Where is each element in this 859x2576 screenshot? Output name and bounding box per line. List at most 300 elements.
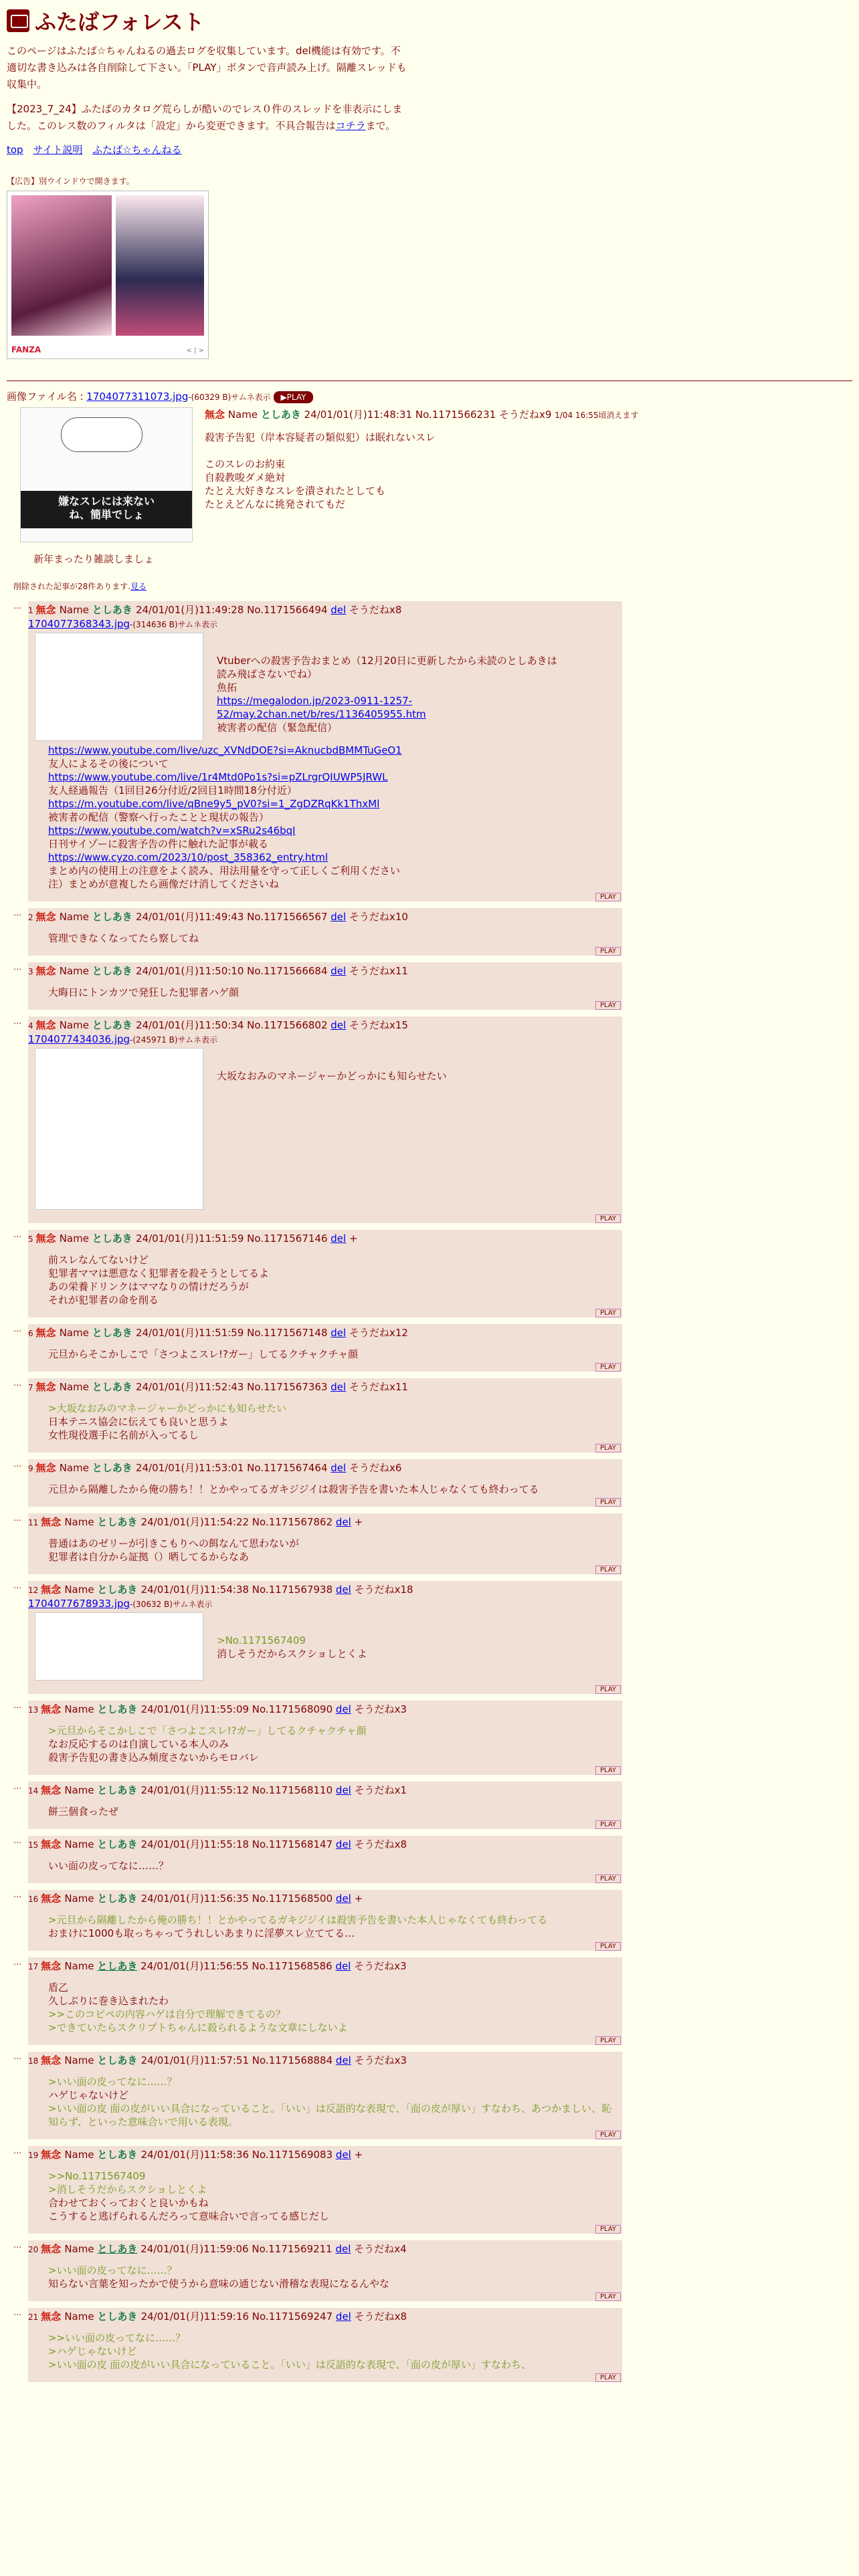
spacer [28, 2371, 618, 2382]
del-link[interactable]: del [335, 1584, 351, 1596]
response-thumbnail[interactable] [35, 1612, 203, 1681]
response-body [48, 1981, 618, 2034]
response-dots: … [13, 1890, 21, 1899]
spacer [28, 1307, 618, 1317]
response-text: いい面の皮ってなに……？ [48, 1860, 169, 1872]
response-number: 9 [28, 1464, 36, 1473]
response-url-link[interactable]: 52/may.2chan.net/b/res/1136405955.htm [217, 708, 426, 720]
response-row [13, 1230, 622, 1317]
op-post [20, 407, 852, 542]
response-name-label: Name [64, 1584, 98, 1596]
response-row [13, 1378, 622, 1453]
response-row [13, 908, 622, 956]
response-body [48, 932, 618, 945]
soudane-button[interactable]: そうだねx12 [349, 1327, 408, 1339]
response-cell [28, 2052, 622, 2139]
del-link[interactable]: del [330, 1232, 347, 1245]
response-cell [28, 962, 622, 1010]
del-link[interactable]: del [330, 1327, 347, 1339]
soudane-button[interactable]: そうだねx6 [349, 1462, 402, 1474]
response-text: 被害者の配信（緊急配信） [217, 722, 338, 734]
response-text: 注）まとめが意複したら画像だけ消してくださいね [48, 878, 280, 890]
response-name: としあき [97, 1784, 141, 1796]
response-header [28, 2053, 618, 2068]
response-header [28, 1018, 618, 1033]
op-body [205, 407, 639, 542]
response-datetime: 24/01/01(月)11:55:18 No.1171568147 [140, 1838, 336, 1850]
response-body [48, 1913, 618, 1940]
response-name-link[interactable]: としあき [97, 1960, 138, 1972]
response-url-link[interactable]: https://m.youtube.com/live/qBne9y5_pV0?si=1_ZgDZRqKk1ThxMl [48, 798, 380, 810]
response-row [13, 1459, 622, 1507]
response-dots: … [13, 2146, 21, 2155]
response-name: としあき [92, 1019, 136, 1031]
response-number: 6 [28, 1329, 36, 1338]
response-name: としあき [97, 1893, 141, 1905]
response-text: 元旦からそこかしこで「さつよこスレ!?ガー」してるクチャクチャ顔 [48, 1348, 359, 1360]
response-file-line [28, 1598, 618, 1610]
response-row [13, 2146, 622, 2234]
soudane-button[interactable]: そうだねx3 [354, 1960, 407, 1972]
response-body [48, 1402, 618, 1442]
response-subject: 無念 [35, 965, 60, 977]
response-name: としあき [92, 965, 136, 977]
response-number: 2 [28, 913, 36, 922]
del-link[interactable]: del [330, 965, 347, 977]
deleted-notice [13, 580, 852, 592]
response-number: 13 [28, 1705, 41, 1715]
quote-text: >いい面の皮ってなに……？ [48, 2264, 177, 2276]
response-header [28, 1959, 618, 1974]
spacer [28, 1872, 618, 1883]
response-play-button[interactable]: PLAY [595, 1309, 621, 1317]
response-text: 日本テニス協会に伝えても良いと思うよ 女性現役選手に名前が入ってるし [48, 1416, 229, 1441]
response-text: 元旦から隔離したから俺の勝ち！！とかやってるガキジジイは殺害予告を書いた本人じゃなくても終わってる [48, 1483, 539, 1495]
nav-futaba-link[interactable]: ふたば☆ちゃんねる [92, 144, 182, 156]
del-link[interactable]: del [330, 1462, 347, 1474]
spacer [28, 1818, 618, 1829]
response-name-label: Name [59, 1462, 92, 1474]
spacer [28, 1212, 618, 1223]
soudane-button[interactable]: そうだねx8 [354, 1838, 407, 1850]
response-header [28, 1702, 618, 1717]
response-row [13, 1836, 622, 1883]
quote-text: >No.1171567409 [217, 1634, 306, 1646]
response-header [28, 909, 618, 925]
response-subject: 無念 [35, 1327, 60, 1339]
response-subject: 無念 [41, 1893, 65, 1905]
response-number: 7 [28, 1383, 36, 1392]
response-play-button[interactable]: PLAY [595, 1001, 621, 1010]
quote-text: >>このコピペの内容ハゲは自分で理解できてるの？ >できていたらスクリプトちゃんに殺られるような文章にしないよ [48, 2008, 348, 2034]
response-subject: 無念 [41, 1960, 65, 1972]
response-subject: 無念 [41, 1584, 65, 1596]
response-file-line [28, 618, 618, 630]
del-link[interactable]: del [330, 1381, 347, 1393]
response-cell [28, 1782, 622, 1829]
response-play-button[interactable]: PLAY [595, 1820, 621, 1829]
op-name: としあき [260, 409, 301, 421]
response-cell [28, 1836, 622, 1883]
spacer [28, 891, 618, 901]
response-datetime: 24/01/01(月)11:52:43 No.1171567363 [135, 1381, 331, 1393]
response-subject: 無念 [41, 2149, 65, 2161]
response-body-extra [48, 744, 618, 891]
response-header [28, 2309, 618, 2325]
soudane-button[interactable]: + [354, 2149, 363, 2161]
spacer [28, 945, 618, 956]
soudane-button[interactable]: + [354, 1893, 363, 1905]
response-name: としあき [97, 1838, 141, 1850]
response-text: なお反応するのは自演している本人のみ 殺害予告犯の書き込み頻度さないからモロバレ [48, 1738, 260, 1763]
response-name-label: Name [64, 1960, 98, 1972]
response-header [28, 1891, 618, 1907]
response-play-button[interactable]: PLAY [595, 893, 621, 901]
quote-text: >>No.1171567409 >消しそうだからスクショしとくよ [48, 2170, 207, 2195]
response-text: 普通はあのゼリーが引きこもりへの餌なんて思わないが 犯罪者は自分から証拠（）晒してるからなあ [48, 1537, 300, 1563]
response-body [48, 2331, 618, 2371]
op-file-link[interactable]: 1704077311073.jpg [86, 391, 189, 403]
spacer [28, 2223, 618, 2234]
del-link[interactable]: del [335, 2149, 351, 2161]
response-text: おまけに1000も取っちゃってうれしいあまりに淫夢スレ立ててる… [48, 1927, 355, 1939]
spacer [28, 1496, 618, 1507]
response-datetime: 24/01/01(月)11:51:59 No.1171567146 [135, 1232, 331, 1245]
ad-image-2[interactable] [116, 195, 204, 336]
del-link[interactable]: del [335, 1838, 351, 1850]
op-datetime: 24/01/01(月)11:48:31 No.1171566231 [304, 409, 496, 421]
site-title: ふたばフォレスト [35, 9, 205, 35]
response-name: としあき [97, 1703, 141, 1715]
op-play-button[interactable]: ▶PLAY [274, 391, 312, 403]
soudane-button[interactable]: そうだねx3 [354, 2054, 407, 2066]
top-nav [7, 142, 852, 156]
response-body [48, 1859, 618, 1872]
response-play-button[interactable]: PLAY [595, 2292, 621, 2301]
response-play-button[interactable]: PLAY [595, 2373, 621, 2382]
response-name-label: Name [64, 2243, 98, 2255]
del-link[interactable]: del [335, 1893, 351, 1905]
response-text: ハゲじゃないけど [48, 2089, 129, 2101]
response-file-link[interactable]: 1704077678933.jpg [28, 1598, 130, 1610]
response-thumbnail[interactable] [35, 633, 203, 741]
response-datetime: 24/01/01(月)11:49:28 No.1171566494 [135, 604, 331, 616]
response-body [48, 1348, 618, 1361]
response-play-button[interactable]: PLAY [595, 1444, 621, 1453]
response-name: としあき [97, 1584, 141, 1596]
response-dots: … [13, 2052, 21, 2061]
response-name-label: Name [64, 2149, 98, 2161]
op-name-label: Name [227, 409, 258, 421]
response-text: 大坂なおみのマネージャーかどっかにも知らせたい [217, 1070, 447, 1082]
response-body [48, 1724, 618, 1764]
response-cell [28, 1701, 622, 1775]
soudane-button[interactable]: そうだねx3 [354, 1703, 407, 1715]
response-body [48, 1483, 618, 1496]
response-text: 消しそうだからスクショしとくよ [217, 1648, 367, 1660]
response-header [28, 2147, 618, 2163]
response-row [13, 2052, 622, 2139]
response-dots: … [13, 2308, 21, 2317]
response-subject: 無念 [41, 2243, 65, 2255]
del-link[interactable]: del [335, 2311, 351, 2323]
response-name-label: Name [59, 1019, 92, 1031]
soudane-button[interactable]: そうだねx8 [349, 604, 402, 616]
response-name-label: Name [59, 1381, 92, 1393]
response-play-button[interactable]: PLAY [595, 2036, 621, 2045]
response-subject: 無念 [35, 604, 60, 616]
response-dots: … [13, 908, 21, 918]
response-datetime: 24/01/01(月)11:59:06 No.1171569211 [140, 2243, 336, 2255]
intro-paragraph-1: このページはふたば☆ちゃんねるの過去ログを収集しています。del機能は有効です。不適切な書き込みは各自削除して下さい。「PLAY」ボタンで音声読み上げ。隔離スレッドも収集中。 [7, 45, 407, 90]
response-datetime: 24/01/01(月)11:55:12 No.1171568110 [140, 1784, 336, 1796]
response-number: 14 [28, 1786, 41, 1796]
response-file-info: -(314636 B) [130, 620, 178, 629]
soudane-button[interactable]: そうだねx1 [354, 1784, 407, 1796]
response-subject: 無念 [35, 1462, 60, 1474]
contact-link[interactable]: コチラ [335, 120, 366, 132]
response-subject: 無念 [41, 1516, 65, 1528]
response-play-button[interactable]: PLAY [595, 1498, 621, 1507]
soudane-button[interactable]: + [354, 1516, 363, 1528]
response-play-button[interactable]: PLAY [595, 1766, 621, 1775]
spacer [28, 1764, 618, 1775]
thumb-caption-text: 嫌なスレには来ない ね、簡単でしょ [58, 495, 155, 521]
response-datetime: 24/01/01(月)11:56:35 No.1171568500 [140, 1893, 336, 1905]
response-cell [28, 1378, 622, 1453]
response-datetime: 24/01/01(月)11:51:59 No.1171567148 [135, 1327, 331, 1339]
response-dots: … [13, 962, 21, 972]
soudane-button[interactable]: そうだねx10 [349, 911, 408, 923]
response-subject: 無念 [35, 911, 60, 923]
response-name-label: Name [59, 604, 92, 616]
op-soudane[interactable]: そうだねx9 [498, 409, 552, 421]
del-link[interactable]: del [330, 1019, 347, 1031]
site-intro [7, 43, 408, 134]
ad-brand: FANZA [11, 345, 41, 354]
response-header [28, 1461, 618, 1476]
response-number: 5 [28, 1235, 36, 1244]
response-row [13, 1581, 622, 1694]
response-datetime: 24/01/01(月)11:54:38 No.1171567938 [140, 1584, 336, 1596]
response-name-label: Name [59, 1327, 92, 1339]
spacer [28, 1361, 618, 1372]
response-datetime: 24/01/01(月)11:58:36 No.1171569083 [140, 2149, 336, 2161]
response-url-link[interactable]: https://www.youtube.com/watch?v=xSRu2s46bqI [48, 825, 296, 837]
response-number: 1 [28, 606, 36, 615]
response-cell [28, 1957, 622, 2045]
quote-text: >>いい面の皮ってなに……？ >ハゲじゃないけど >いい面の皮 面の皮がいい具合になっていること。「いい」は反語的な表現で、「面の皮が厚い」すなわち、 [48, 2332, 532, 2371]
response-dots: … [13, 1957, 21, 1967]
del-link[interactable]: del [335, 1516, 351, 1528]
response-header [28, 1515, 618, 1530]
ad-banner[interactable] [7, 191, 209, 359]
response-name: としあき [92, 1327, 136, 1339]
soudane-button[interactable]: そうだねx8 [354, 2311, 407, 2323]
response-text: まとめ内の使用上の注意をよく読み、用法用量を守って正しくご利用ください [48, 865, 400, 877]
response-row [13, 962, 622, 1010]
response-file-link[interactable]: 1704077434036.jpg [28, 1033, 130, 1045]
response-file-link[interactable]: 1704077368343.jpg [28, 618, 130, 630]
response-dots: … [13, 1230, 21, 1239]
response-name-label: Name [64, 1703, 98, 1715]
spacer [28, 1564, 618, 1574]
response-datetime: 24/01/01(月)11:55:09 No.1171568090 [140, 1703, 336, 1715]
response-play-button[interactable]: PLAY [595, 1363, 621, 1372]
response-text: 被害者の配信（警察へ行ったことと現状の報告） [48, 811, 270, 823]
response-name: としあき [97, 2149, 141, 2161]
response-text: 餅三個食ったぜ [48, 1806, 119, 1818]
response-name: としあき [92, 1462, 136, 1474]
response-number: 21 [28, 2313, 41, 2322]
response-name-label: Name [64, 1893, 98, 1905]
response-list [13, 601, 622, 2382]
response-play-button[interactable]: PLAY [595, 1874, 621, 1883]
op-thumbnail[interactable] [20, 407, 193, 542]
response-subject: 無念 [35, 1232, 60, 1245]
response-text: 知らない言葉を知ったかで使うから意味の通じない滑稽な表現になるんやな [48, 2278, 390, 2290]
response-body [48, 2075, 618, 2129]
op-file-line [7, 389, 852, 403]
spacer [28, 1940, 618, 1951]
response-name-label: Name [59, 965, 92, 977]
response-text: 友人経過報告（1回目26分付近/2回目1時間18分付近） [48, 784, 297, 796]
response-cell [28, 1016, 622, 1223]
response-play-button[interactable]: PLAY [595, 1685, 621, 1694]
ad-nav[interactable]: < | > [186, 347, 204, 354]
response-name: としあき [97, 2311, 141, 2323]
response-text: 管理できなくなってたら察してね [48, 932, 199, 944]
response-url-link[interactable]: https://www.cyzo.com/2023/10/post_358362_entry.html [48, 851, 328, 863]
response-cell [28, 1324, 622, 1372]
response-number: 11 [28, 1518, 41, 1527]
response-header [28, 1325, 618, 1341]
intro-paragraph-2 [7, 101, 408, 134]
response-name: としあき [92, 1232, 136, 1245]
response-number: 18 [28, 2056, 41, 2066]
intro-text-end: まで。 [365, 120, 396, 132]
response-datetime: 24/01/01(月)11:53:01 No.1171567464 [135, 1462, 331, 1474]
response-name-link[interactable]: としあき [97, 2243, 138, 2255]
response-row [13, 1016, 622, 1223]
spacer [28, 2129, 618, 2139]
response-subject: 無念 [41, 1784, 65, 1796]
soudane-button[interactable]: そうだねx18 [354, 1584, 413, 1596]
response-name-label: Name [64, 1784, 98, 1796]
del-link[interactable]: del [330, 911, 347, 923]
op-expire: 1/04 16:55頃消えます [555, 411, 639, 420]
response-play-button[interactable]: PLAY [595, 947, 621, 956]
response-play-button[interactable]: PLAY [595, 2131, 621, 2139]
response-number: 15 [28, 1840, 41, 1850]
response-header [28, 964, 618, 979]
response-name-label: Name [64, 1838, 98, 1850]
futaba-logo-icon [7, 9, 29, 32]
response-dots: … [13, 1378, 21, 1388]
soudane-button[interactable]: そうだねx11 [349, 1381, 408, 1393]
soudane-button[interactable]: そうだねx11 [349, 965, 408, 977]
nav-about-link[interactable]: サイト説明 [33, 144, 83, 156]
response-row [13, 2308, 622, 2382]
op-file-info: -(60329 B) [188, 393, 231, 402]
op-footer: 新年まったり雑談しましょ [33, 553, 155, 565]
response-cell [28, 1230, 622, 1317]
response-text: 友人によるその後について [48, 758, 169, 770]
spacer [28, 1442, 618, 1453]
response-cell [28, 2146, 622, 2234]
op-header [205, 407, 639, 421]
soudane-button[interactable]: そうだねx15 [349, 1019, 408, 1031]
response-url-link[interactable]: https://www.youtube.com/live/1r4Mtd0Po1s?si=pZLrgrQIUWP5JRWL [48, 771, 388, 783]
del-link[interactable]: del [335, 1960, 351, 1972]
nav-top-link[interactable]: top [7, 144, 23, 156]
soudane-button[interactable]: そうだねx4 [354, 2243, 407, 2255]
response-dots: … [13, 1513, 21, 1523]
response-play-button[interactable]: PLAY [595, 1566, 621, 1574]
response-row [13, 1324, 622, 1372]
show-deleted-link[interactable]: 見る [130, 582, 147, 591]
response-header [28, 1837, 618, 1852]
response-thumb-label: サムネ表示 [177, 620, 218, 629]
response-thumb-label: サムネ表示 [172, 1600, 213, 1609]
response-number: 17 [28, 1962, 41, 1971]
response-subject: 無念 [35, 1019, 60, 1031]
del-link[interactable]: del [335, 2243, 351, 2255]
response-number: 20 [28, 2245, 41, 2254]
response-name: としあき [92, 604, 136, 616]
del-link[interactable]: del [335, 1703, 351, 1715]
response-body [48, 986, 618, 999]
response-row [13, 1782, 622, 1829]
response-thumbnail[interactable] [35, 1048, 203, 1210]
response-body [48, 1805, 618, 1818]
del-link[interactable]: del [330, 604, 347, 616]
ad-note: 【広告】別ウインドウで開きます。 [7, 177, 134, 186]
quote-text: >いい面の皮ってなに……？ [48, 2076, 177, 2088]
spacer [28, 2290, 618, 2301]
response-name-label: Name [64, 2054, 98, 2066]
response-play-button[interactable]: PLAY [595, 2225, 621, 2234]
soudane-button[interactable]: + [349, 1232, 358, 1245]
response-play-button[interactable]: PLAY [595, 1942, 621, 1951]
response-cell [28, 1581, 622, 1694]
response-play-button[interactable]: PLAY [595, 1214, 621, 1223]
response-text: 前スレなんてないけど 犯罪者ママは悪意なく犯罪者を殺そうとしてるよ あの栄養ドリンクはママなりの情けだろうが それが犯罪者の命を削る [48, 1254, 270, 1306]
del-link[interactable]: del [335, 2054, 351, 2066]
response-dots: … [13, 2240, 21, 2250]
response-name: としあき [92, 911, 136, 923]
response-dots: … [13, 1324, 21, 1333]
response-file-info: -(30632 B) [130, 1600, 173, 1609]
response-subject: 無念 [41, 2054, 65, 2066]
response-cell [28, 2240, 622, 2301]
response-row [13, 1890, 622, 1951]
response-body [48, 2264, 618, 2290]
response-dots: … [13, 1782, 21, 1791]
response-dots: … [13, 601, 21, 611]
response-body [48, 2169, 618, 2223]
response-header [28, 1231, 618, 1247]
response-url-link[interactable]: https://megalodon.jp/2023-0911-1257- [217, 695, 413, 707]
intro-text: 【2023_7_24】ふたばのカタログ荒らしが酷いのでレス０件のスレッドを非表示にしました。このレス数のフィルタは「設定」から変更できます。不具合報告は [7, 103, 403, 132]
response-url-link[interactable]: https://www.youtube.com/live/uzc_XVNdDOE?si=AknucbdBMMTuGeO1 [48, 744, 402, 756]
response-datetime: 24/01/01(月)11:50:34 No.1171566802 [135, 1019, 331, 1031]
del-link[interactable]: del [335, 1784, 351, 1796]
response-row [13, 1701, 622, 1775]
deleted-text: 削除された記事が28件あります. [13, 582, 131, 591]
ad-image-1[interactable] [11, 195, 112, 336]
response-thumb-label: サムネ表示 [177, 1035, 218, 1045]
